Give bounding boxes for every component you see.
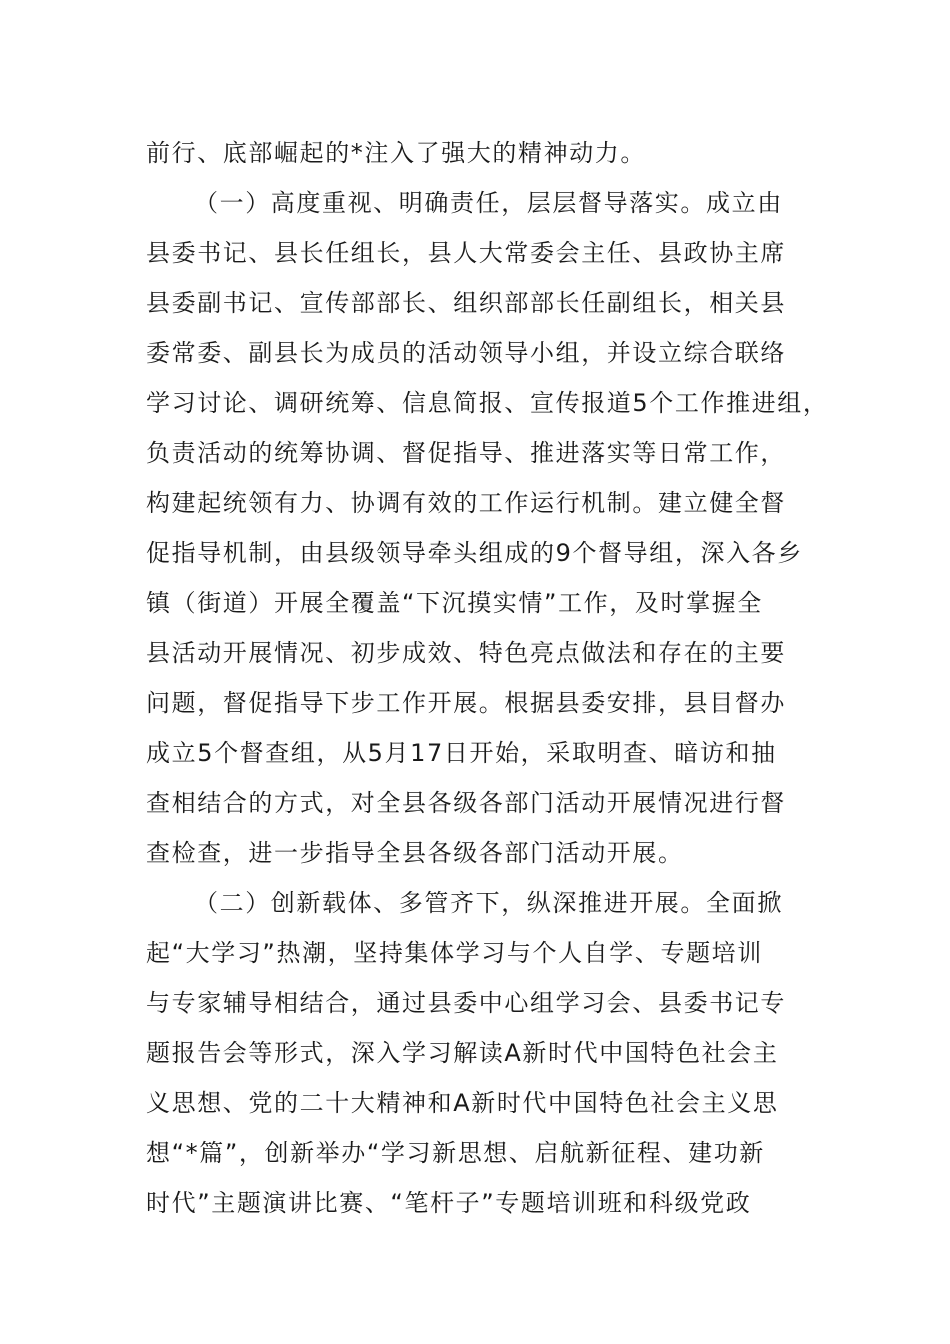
text-line: 查检查，进一步指导全县各级各部门活动开展。 [146, 839, 684, 867]
text-line: 时代”主题演讲比赛、“笔杆子”专题培训班和科级党政 [146, 1189, 752, 1217]
text-line: 成立5个督查组，从5月17日开始，采取明查、暗访和抽 [146, 739, 777, 767]
text-line: 县委书记、县长任组长，县人大常委会主任、县政协主席 [146, 239, 786, 267]
text-line: 题报告会等形式，深入学习解读A新时代中国特色社会主 [146, 1039, 779, 1067]
text-line: 问题，督促指导下步工作开展。根据县委安排，县目督办 [146, 689, 786, 717]
text-line: 促指导机制，由县级领导牵头组成的9个督导组，深入各乡 [146, 539, 803, 567]
text-line: 学习讨论、调研统筹、信息简报、宣传报道5个工作推进组， [146, 389, 829, 417]
text-line: 想“*篇”，创新举办“学习新思想、启航新征程、建功新 [146, 1139, 765, 1167]
text-line: 委常委、副县长为成员的活动领导小组，并设立综合联络 [146, 339, 786, 367]
text-line: 前行、底部崛起的*注入了强大的精神动力。 [146, 139, 646, 167]
text-line: 与专家辅导相结合，通过县委中心组学习会、县委书记专 [146, 989, 786, 1017]
text-line: 起“大学习”热潮，坚持集体学习与个人自学、专题培训 [146, 939, 763, 967]
paragraph-heading-2: （二）创新载体、多管齐下，纵深推进开展。全面掀 [194, 889, 783, 917]
text-line: 构建起统领有力、协调有效的工作运行机制。建立健全督 [146, 489, 786, 517]
text-line: 县活动开展情况、初步成效、特色亮点做法和存在的主要 [146, 639, 786, 667]
text-line: 查相结合的方式，对全县各级各部门活动开展情况进行督 [146, 789, 786, 817]
text-line: 县委副书记、宣传部部长、组织部部长任副组长，相关县 [146, 289, 786, 317]
paragraph-heading-1: （一）高度重视、明确责任，层层督导落实。成立由 [194, 189, 783, 217]
text-line: 镇（街道）开展全覆盖“下沉摸实情”工作，及时掌握全 [146, 589, 763, 617]
text-line: 负责活动的统筹协调、督促指导、推进落实等日常工作， [146, 439, 786, 467]
document-body [146, 128, 836, 1228]
text-line: 义思想、党的二十大精神和A新时代中国特色社会主义思 [146, 1089, 779, 1117]
